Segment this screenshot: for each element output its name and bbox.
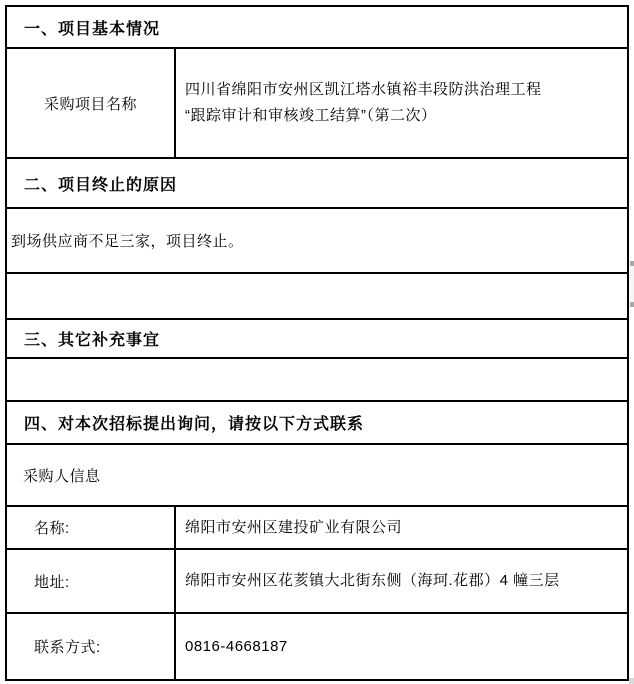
announcement-table bbox=[5, 5, 629, 681]
purchaser-name-label: 名称: bbox=[7, 507, 176, 548]
purchaser-name-value: 绵阳市安州区建投矿业有限公司 bbox=[185, 518, 403, 536]
empty-row-1 bbox=[7, 274, 627, 320]
section-1-header-text: 一、项目基本情况 bbox=[24, 20, 161, 38]
section-4-header-row bbox=[7, 402, 627, 445]
scrollbar-mark-bottom bbox=[630, 302, 634, 307]
purchaser-address-label: 地址: bbox=[7, 550, 176, 612]
section-2-header-row bbox=[7, 159, 627, 209]
purchaser-name-row bbox=[7, 507, 627, 550]
purchaser-contact-row bbox=[7, 614, 627, 679]
section-2-header-text: 二、项目终止的原因 bbox=[24, 176, 178, 194]
purchaser-info-row bbox=[7, 445, 627, 507]
scrollbar-thumb-fragment[interactable] bbox=[630, 261, 634, 307]
procurement-project-name-label: 采购项目名称 bbox=[7, 49, 176, 157]
scrollbar-mark-top bbox=[630, 261, 634, 266]
section-1-header-row bbox=[7, 7, 627, 49]
section-4-header-text: 四、对本次招标提出询问，请按以下方式联系 bbox=[24, 416, 365, 433]
termination-reason-row bbox=[7, 209, 627, 274]
project-name-line-1: 四川省绵阳市安州区凯江塔水镇裕丰段防洪治理工程 bbox=[185, 81, 542, 98]
termination-reason-text: 到场供应商不足三家，项目终止。 bbox=[11, 233, 244, 250]
project-name-line-2: “跟踪审计和审核竣工结算”（第二次） bbox=[185, 107, 437, 124]
purchaser-contact-value: 0816-4668187 bbox=[185, 637, 288, 655]
procurement-project-name-value bbox=[176, 49, 627, 157]
purchaser-address-value: 绵阳市安州区花荄镇大北街东侧（海珂.花郡）4 幢三层 bbox=[185, 572, 560, 589]
section-3-header-text: 三、其它补充事宜 bbox=[24, 332, 161, 349]
purchaser-info-text: 采购人信息 bbox=[23, 467, 101, 485]
purchaser-address-row bbox=[7, 550, 627, 614]
scrollbar-corner-fragment bbox=[629, 678, 634, 684]
procurement-project-name-row bbox=[7, 49, 627, 159]
section-3-header-row bbox=[7, 320, 627, 359]
empty-row-2 bbox=[7, 359, 627, 402]
purchaser-contact-label: 联系方式: bbox=[7, 614, 176, 679]
